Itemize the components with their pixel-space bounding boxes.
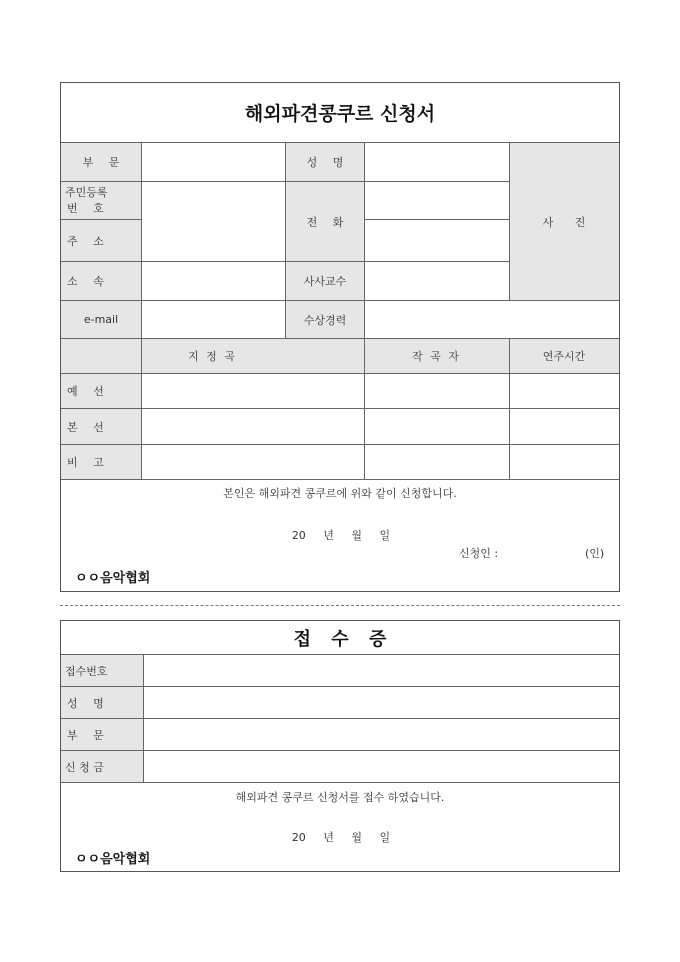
receipt-department-field[interactable]	[144, 719, 619, 750]
cut-line	[60, 605, 620, 606]
label-teacher: 사사교수	[286, 262, 364, 300]
awards-field[interactable]	[365, 301, 619, 338]
header-duration: 연주시간	[509, 339, 619, 373]
address-field[interactable]	[142, 220, 286, 261]
seal-mark: (인)	[585, 547, 605, 560]
receipt-label-number: 접수번호	[61, 655, 143, 686]
receipt-label-fee: 신 청 금	[61, 751, 143, 782]
label-department: 부 문	[61, 143, 141, 181]
label-affiliation: 소 속	[61, 262, 141, 300]
label-resident-number: 주민등록 번 호	[61, 182, 141, 219]
receipt-form	[60, 620, 620, 872]
label-preliminary: 예 선	[61, 374, 141, 408]
email-field[interactable]	[142, 301, 286, 338]
receipt-date-line: 20 년 월 일	[291, 831, 391, 844]
teacher-field[interactable]	[365, 262, 509, 300]
label-address: 주 소	[61, 220, 141, 261]
receipt-number-field[interactable]	[144, 655, 619, 686]
receipt-statement: 해외파견 콩쿠르 신청서를 접수 하였습니다.	[235, 791, 445, 804]
label-remarks: 비 고	[61, 445, 141, 479]
resident-number-field[interactable]	[142, 182, 286, 219]
receipt-name-field[interactable]	[144, 687, 619, 718]
form-title: 해외파견콩쿠르 신청서	[244, 103, 436, 125]
phone-field-1[interactable]	[365, 182, 509, 219]
header-piece: 지 정 곡	[61, 339, 364, 373]
department-field[interactable]	[142, 143, 286, 181]
label-final: 본 선	[61, 409, 141, 444]
receipt-label-department: 부 문	[61, 719, 143, 750]
header-composer: 작 곡 자	[364, 339, 509, 373]
name-field[interactable]	[365, 143, 509, 181]
label-awards: 수상경력	[286, 301, 364, 338]
label-name: 성 명	[286, 143, 364, 181]
label-phone: 전 화	[286, 182, 364, 261]
receipt-fee-field[interactable]	[144, 751, 619, 782]
phone-field-2[interactable]	[365, 220, 509, 261]
date-line: 20 년 월 일	[291, 529, 391, 542]
affiliation-field[interactable]	[142, 262, 286, 300]
applicant-label: 신청인 :	[459, 547, 499, 560]
organization-name: ㅇㅇ음악협회	[75, 571, 151, 586]
receipt-organization-name: ㅇㅇ음악협회	[75, 852, 151, 867]
label-email: e-mail	[61, 301, 141, 338]
receipt-title: 접 수 증	[293, 628, 387, 650]
application-form	[60, 82, 620, 592]
receipt-label-name: 성 명	[61, 687, 143, 718]
declaration-text: 본인은 해외파견 콩쿠르에 위와 같이 신청합니다.	[223, 487, 457, 500]
photo-box: 사 진	[509, 143, 619, 300]
